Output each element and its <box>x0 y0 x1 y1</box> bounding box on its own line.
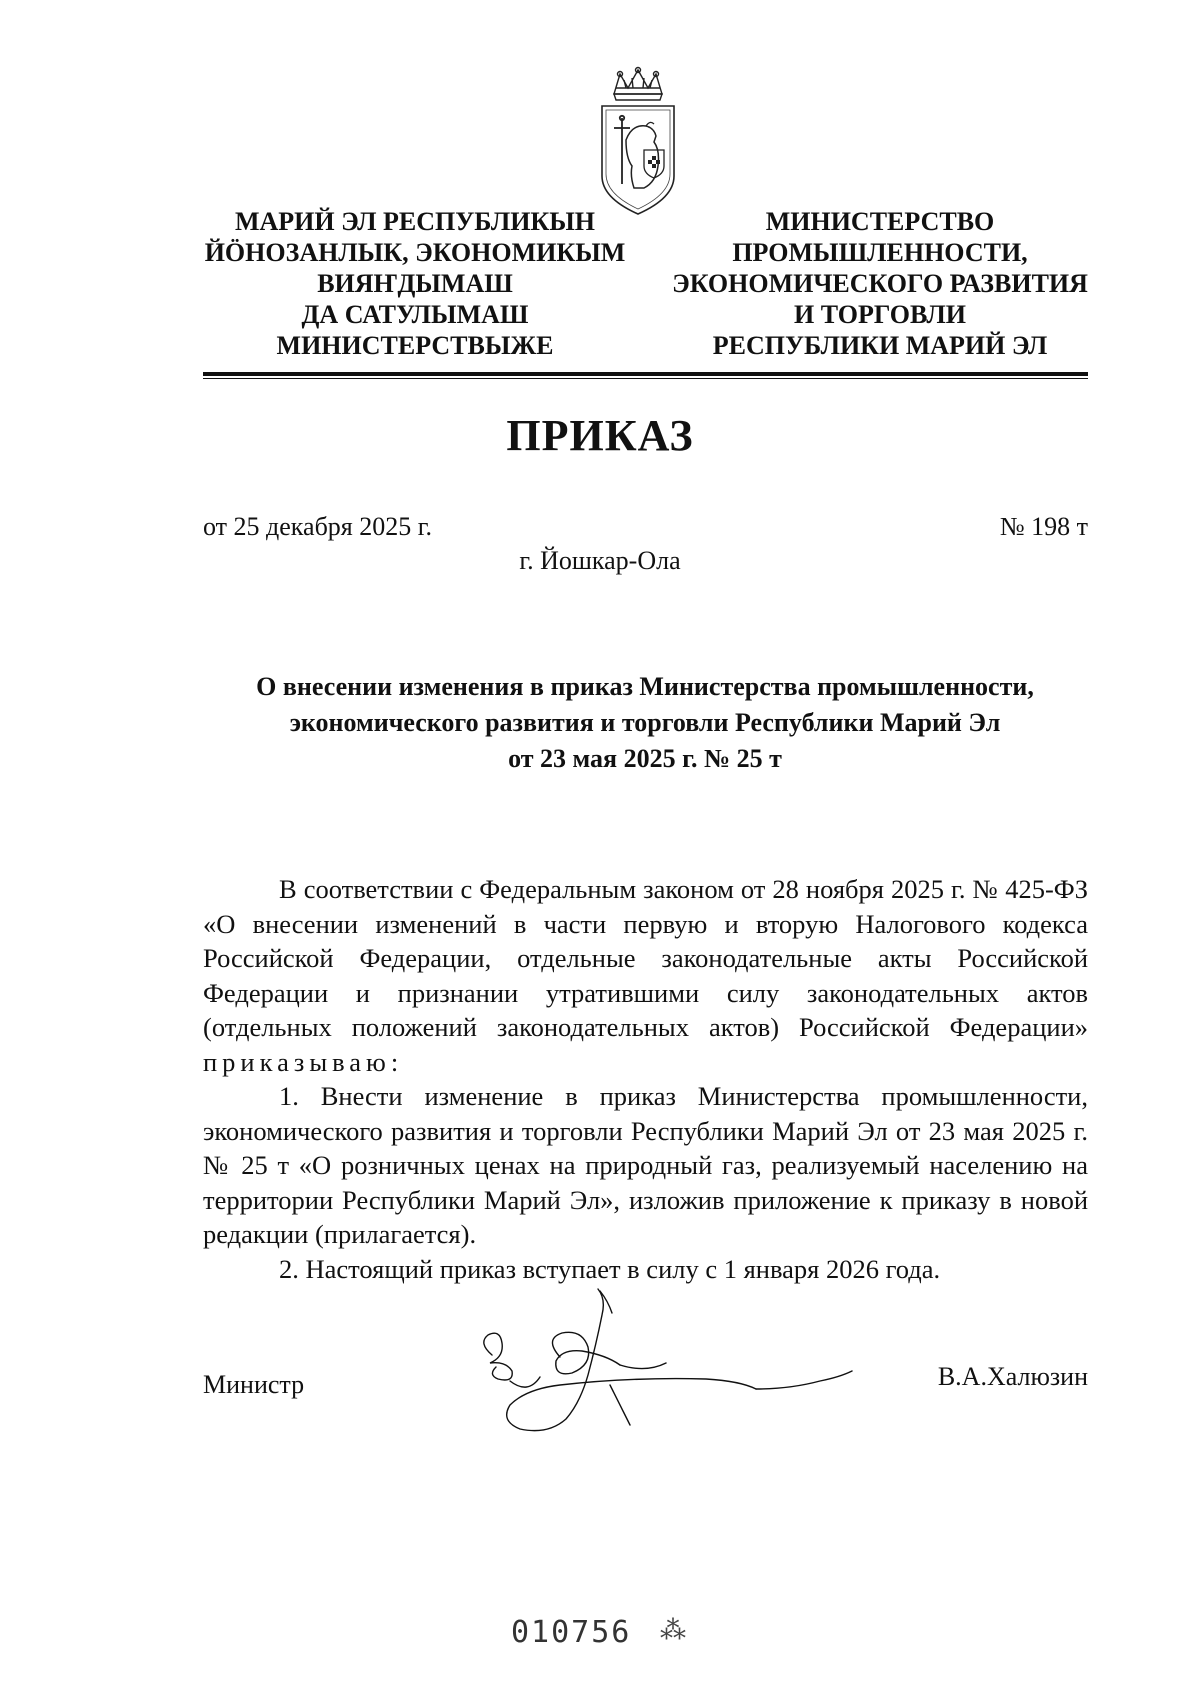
header-left-block <box>190 206 640 361</box>
coat-of-arms-emblem <box>596 66 680 216</box>
signatory-name: В.А.Халюзин <box>937 1362 1088 1391</box>
header-right-line: МИНИСТЕРСТВО <box>765 207 995 236</box>
document-title: ПРИКАЗ <box>506 411 694 460</box>
header-divider-thin <box>203 378 1088 379</box>
form-serial-number: 010756 <box>511 1615 632 1650</box>
decree-word: приказываю: <box>203 1046 404 1077</box>
handwritten-signature <box>470 1285 900 1450</box>
subject-line: О внесении изменения в приказ Министерства промышленности, <box>256 672 1034 701</box>
document-body <box>203 872 1088 1286</box>
document-city: г. Йошкар-Ола <box>519 546 681 575</box>
document-subject <box>160 669 1130 777</box>
header-right-line: ПРОМЫШЛЕННОСТИ, <box>732 238 1028 267</box>
header-right-block <box>660 206 1100 361</box>
header-left-line: МАРИЙ ЭЛ РЕСПУБЛИКЫН <box>234 207 596 236</box>
header-left-line: ЙӦНОЗАНЛЫК, ЭКОНОМИКЫМ <box>204 238 626 267</box>
header-divider-thick <box>203 372 1088 376</box>
signatory-position: Министр <box>203 1370 305 1399</box>
body-intro-text: В соответствии с Федеральным законом от 28 ноября 2025 г. № 425-ФЗ «О внесении изменений в части первую и вторую Налогового кодекса Российской Федерации, отдельные законодательные акты Российской Федерации и признании утратившими силу законодательных актов (отдельных положений законодательных актов) Российской Федерации» <box>203 874 1088 1042</box>
serial-ornament: ⁂ <box>660 1616 686 1645</box>
body-item-1: 1. Внести изменение в приказ Министерства промышленности, экономического развития и торговли Республики Марий Эл от 23 мая 2025 г. № 25 т «О розничных ценах на природный газ, реализуемый населению на территории Республики Марий Эл», изложив приложение к приказу в новой редакции (прилагается). <box>203 1081 1088 1249</box>
header-right-line: РЕСПУБЛИКИ МАРИЙ ЭЛ <box>712 331 1048 360</box>
body-item-2: 2. Настоящий приказ вступает в силу с 1 января 2026 года. <box>279 1253 941 1284</box>
header-left-line: ДА САТУЛЫМАШ <box>301 300 529 329</box>
body-intro-paragraph <box>203 872 1088 1079</box>
document-number: № 198 т <box>999 512 1088 541</box>
header-right-line: ЭКОНОМИЧЕСКОГО РАЗВИТИЯ <box>672 269 1088 298</box>
subject-line: от 23 мая 2025 г. № 25 т <box>508 744 782 773</box>
header-left-line: ВИЯҤДЫМАШ <box>317 269 513 298</box>
header-right-line: И ТОРГОВЛИ <box>794 300 966 329</box>
document-date: от 25 декабря 2025 г. <box>203 512 432 541</box>
subject-line: экономического развития и торговли Республики Марий Эл <box>289 708 1001 737</box>
header-left-line: МИНИСТЕРСТВЫЖЕ <box>276 331 554 360</box>
